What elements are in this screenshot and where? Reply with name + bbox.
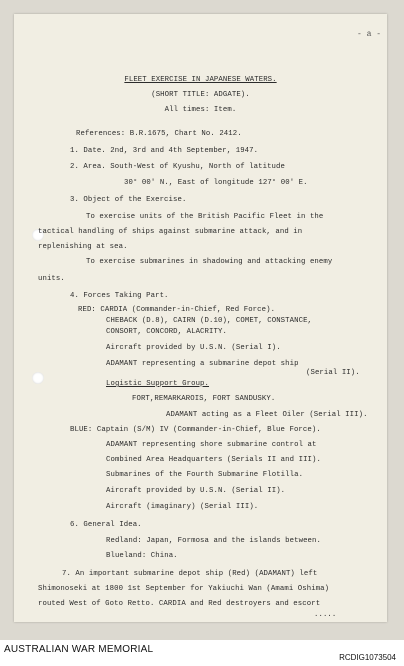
section-line: Logistic Support Group.: [106, 380, 210, 388]
section-line: RED: CARDIA (Commander-in-Chief, Red Force).: [78, 306, 276, 314]
footer-credit: AUSTRALIAN WAR MEMORIAL: [4, 644, 154, 655]
section-line: tactical handling of ships against submarine attack, and in: [38, 228, 303, 236]
section-line: 30° 00' N., East of longitude 127° 00' E.: [124, 179, 308, 187]
section-line: replenishing at sea.: [38, 243, 128, 251]
document-page: [14, 14, 387, 622]
section-line: CHEBACK (D.8), CAIRN (D.10), COMET, CONSTANCE,: [106, 317, 313, 325]
section-line: ADAMANT acting as a Fleet Oiler (Serial III).: [166, 411, 368, 419]
section-object-heading: 3. Object of the Exercise.: [70, 196, 187, 204]
section-line: Redland: Japan, Formosa and the islands between.: [106, 537, 321, 545]
section-line: (Serial II).: [306, 369, 360, 377]
section-line: CONSORT, CONCORD, ALACRITY.: [106, 328, 227, 336]
section-line: ADAMANT representing shore submarine control at: [106, 441, 317, 449]
section-line: Aircraft (imaginary) (Serial III).: [106, 503, 259, 511]
section-line: BLUE: Captain (S/M) IV (Commander-in-Chief, Blue Force).: [70, 426, 321, 434]
section-line: 7. An important submarine depot ship (Red) (ADAMANT) left: [62, 570, 318, 578]
section-area: 2. Area. South-West of Kyushu, North of latitude: [70, 163, 285, 171]
section-line: Aircraft provided by U.S.N. (Serial I).: [106, 344, 281, 352]
all-times: All times: Item.: [164, 106, 237, 114]
section-general-idea-heading: 6. General Idea.: [70, 521, 142, 529]
section-line: Blueland: China.: [106, 552, 178, 560]
section-line: FORT,REMARKAROIS, FORT SANDUSKY.: [132, 395, 276, 403]
section-line: Aircraft provided by U.S.N. (Serial II).: [106, 487, 286, 495]
section-line: Submarines of the Fourth Submarine Flotilla.: [106, 471, 304, 479]
footer-record-id: RCDIG1073504: [339, 653, 396, 662]
archive-footer: [0, 640, 404, 666]
section-forces-heading: 4. Forces Taking Part.: [70, 292, 169, 300]
references: References: B.R.1675, Chart No. 2412.: [76, 130, 242, 138]
section-line: Shimonoseki at 1800 1st September for Yakiuchi Wan (Amami Oshima): [38, 585, 330, 593]
document-title: FLEET EXERCISE IN JAPANESE WATERS.: [124, 76, 277, 84]
section-line: ADAMANT representing a submarine depot ship: [106, 360, 299, 368]
section-line: units.: [38, 275, 65, 283]
page-mark: - a -: [356, 30, 381, 39]
section-line: To exercise units of the British Pacific Fleet in the: [86, 213, 324, 221]
continuation-dots: .....: [314, 611, 337, 619]
punch-hole: [32, 372, 44, 384]
section-line: To exercise submarines in shadowing and attacking enemy: [86, 258, 333, 266]
short-title: (SHORT TITLE: ADGATE).: [151, 91, 250, 99]
section-date: 1. Date. 2nd, 3rd and 4th September, 1947.: [70, 147, 259, 155]
section-line: Combined Area Headquarters (Serials II and III).: [106, 456, 321, 464]
section-line: routed West of Goto Retto. CARDIA and Red destroyers and escort: [38, 600, 321, 608]
